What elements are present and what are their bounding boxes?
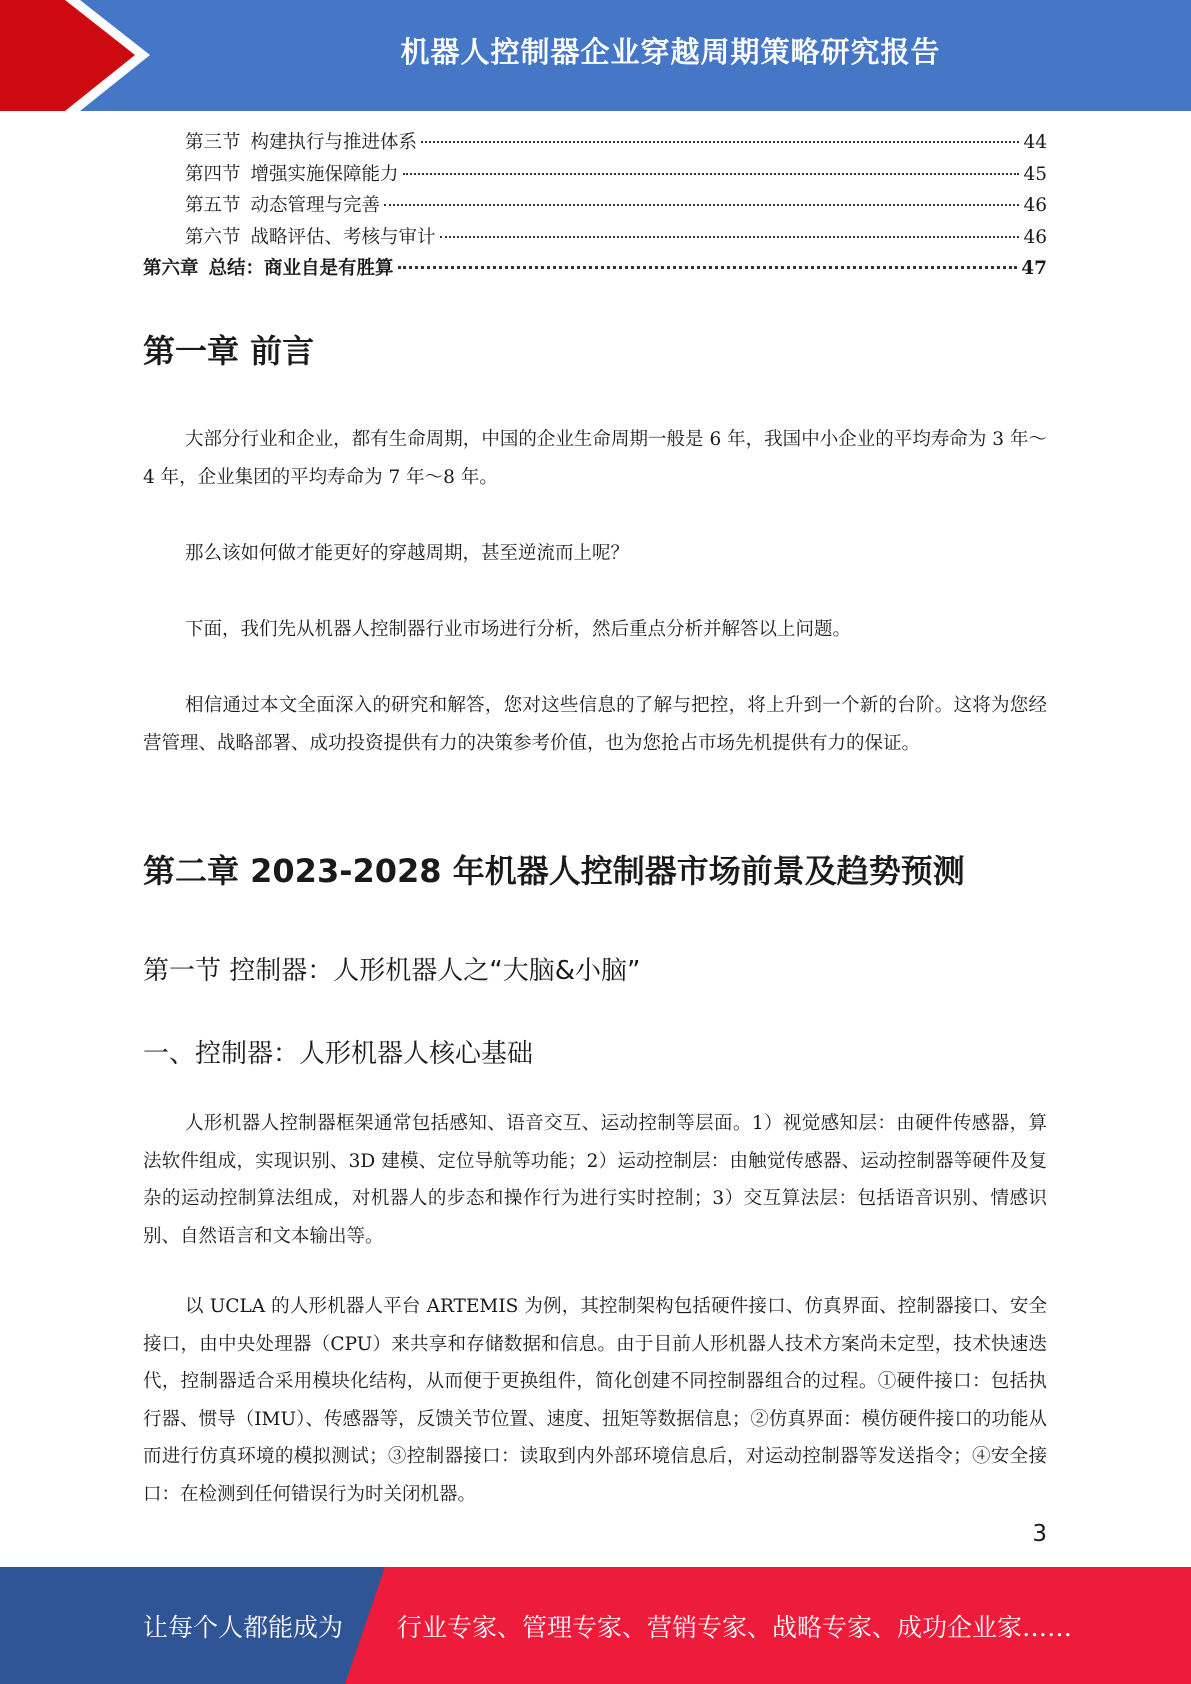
toc-page-number: 45 bbox=[1023, 163, 1047, 185]
header-title: 机器人控制器企业穿越周期策略研究报告 bbox=[400, 34, 941, 69]
toc-entry-section-6[interactable] bbox=[143, 223, 1047, 255]
toc-page-number: 46 bbox=[1023, 226, 1047, 248]
toc-page-number: 47 bbox=[1021, 258, 1047, 279]
toc-leader-dots bbox=[384, 204, 1019, 206]
toc-entry-label: 第五节 动态管理与完善 bbox=[185, 195, 381, 216]
toc-leader-dots bbox=[398, 266, 1018, 269]
page-header bbox=[0, 0, 1191, 111]
chapter-1-paragraph-1: 大部分行业和企业，都有生命周期，中国的企业生命周期一般是 6 年，我国中小企业的平均寿命为 3 年～4 年，企业集团的平均寿命为 7 年～8 年。 bbox=[143, 429, 1047, 488]
footer-slogan-right: 行业专家、管理专家、营销专家、战略专家、成功企业家…… bbox=[397, 1612, 1073, 1642]
page-footer bbox=[0, 1567, 1191, 1684]
chapter-1-heading: 第一章 前言 bbox=[143, 332, 315, 370]
toc-entry-chapter-6[interactable] bbox=[143, 254, 1047, 286]
toc-entry-label: 第三节 构建执行与推进体系 bbox=[185, 132, 418, 153]
toc-entry-label: 第六章 总结：商业自是有胜算 bbox=[143, 258, 394, 279]
toc-page-number: 44 bbox=[1023, 132, 1047, 153]
footer-slogan-left: 让每个人都能成为 bbox=[143, 1612, 344, 1642]
page-number: 3 bbox=[1032, 1521, 1047, 1547]
toc-entry-section-5[interactable] bbox=[143, 191, 1047, 223]
toc-entry-section-4[interactable] bbox=[143, 160, 1047, 192]
toc-leader-dots bbox=[403, 173, 1020, 175]
chapter-2-paragraph-1: 人形机器人控制器框架通常包括感知、语音交互、运动控制等层面。1）视觉感知层：由硬件传感器，算法软件组成，实现识别、3D 建模、定位导航等功能；2）运动控制层：由触觉传感器、运动控制器等硬件及复杂的运动控制算法组成，对机器人的步态和操作行为进行实时控制；3）交互算法层：包括语音识别、情感识别、自然语言和文本输出等。 bbox=[143, 1113, 1047, 1247]
toc-entry-section-3[interactable] bbox=[143, 128, 1047, 160]
toc-leader-dots bbox=[421, 141, 1019, 143]
toc-leader-dots bbox=[440, 236, 1020, 238]
header-red-arrow bbox=[0, 0, 135, 111]
chapter-1-paragraph-3: 下面，我们先从机器人控制器行业市场进行分析，然后重点分析并解答以上问题。 bbox=[185, 619, 852, 640]
toc-page-number: 46 bbox=[1023, 195, 1047, 216]
toc-entry-label: 第四节 增强实施保障能力 bbox=[185, 163, 399, 185]
chapter-1-paragraph-4: 相信通过本文全面深入的研究和解答，您对这些信息的了解与把控，将上升到一个新的台阶。这将为您经营管理、战略部署、成功投资提供有力的决策参考价值，也为您抢占市场先机提供有力的保证。 bbox=[143, 695, 1047, 754]
section-1-heading: 第一节 控制器：人形机器人之“大脑&小脑” bbox=[143, 956, 641, 986]
toc-entry-label: 第六节 战略评估、考核与审计 bbox=[185, 226, 436, 248]
chapter-2-heading: 第二章 2023-2028 年机器人控制器市场前景及趋势预测 bbox=[143, 852, 965, 890]
chapter-2-paragraph-2: 以 UCLA 的人形机器人平台 ARTEMIS 为例，其控制架构包括硬件接口、仿真界面、控制器接口、安全接口，由中央处理器（CPU）来共享和存储数据和信息。由于目前人形机器人技术方案尚未定型，技术快速迭代，控制器适合采用模块化结构，从而便于更换组件，简化创建不同控制器组合的过程。①硬件接口：包括执行器、惯导（IMU）、传感器等，反馈关节位置、速度、扭矩等数据信息；②仿真界面：模仿硬件接口的功能从而进行仿真环境的模拟测试；③控制器接口：读取到内外部环境信息后，对运动控制器等发送指令；④安全接口：在检测到任何错误行为时关闭机器。 bbox=[143, 1296, 1047, 1505]
table-of-contents bbox=[143, 128, 1047, 286]
chapter-1-paragraph-2: 那么该如何做才能更好的穿越周期，甚至逆流而上呢？ bbox=[185, 543, 630, 564]
subsection-1-heading: 一、控制器：人形机器人核心基础 bbox=[143, 1039, 534, 1069]
